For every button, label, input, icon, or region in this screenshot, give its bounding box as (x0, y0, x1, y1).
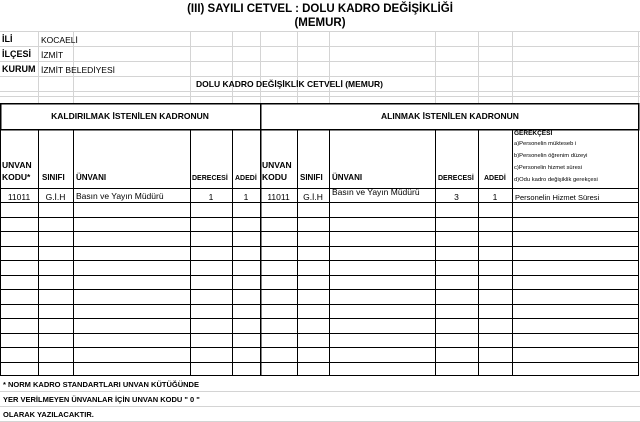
row1-left-derece: 1 (208, 192, 214, 202)
row1-right-kod: 11011 (267, 192, 290, 202)
col-unvan-kodu-left-line1: UNVAN (2, 160, 32, 170)
col-unvan-kodu-left-line2: KODU* (2, 172, 31, 182)
section-right-header: ALINMAK İSTENİLEN KADRONUN (381, 111, 519, 121)
row1-right-adet: 1 (492, 192, 498, 202)
col-adedi-left: ADEDİ (235, 175, 257, 182)
col-unvan-kodu-right-line1: UNVAN (262, 160, 292, 170)
col-sinifi-right: SINIFI (300, 173, 323, 182)
col-unvani-right: ÜNVANI (332, 173, 363, 182)
row1-left-unvan: Basın ve Yayın Müdürü (76, 191, 164, 201)
gerekce-item-c: c)Personelin hizmet süresi (514, 165, 582, 171)
cetvel-title: DOLU KADRO DEĞİŞİKLİK CETVELİ (MEMUR) (196, 79, 383, 89)
row1-left-kod: 11011 (7, 192, 31, 202)
info-label-il: İLİ (2, 34, 13, 44)
col-sinifi-left: SINIFI (42, 173, 65, 182)
col-unvani-left: ÜNVANI (76, 173, 107, 182)
info-label-kurum: KURUM (2, 64, 36, 74)
row1-right-sinif: G.İ.H (303, 192, 323, 202)
col-adedi-right: ADEDİ (484, 175, 506, 182)
footnote-line1: * NORM KADRO STANDARTLARI UNVAN KÜTÜĞÜNDE (3, 380, 199, 389)
footnote-line3: OLARAK YAZILACAKTIR. (3, 410, 94, 419)
col-gerekce-title: GEREKÇESİ (514, 130, 553, 137)
info-label-ilce: İLÇESİ (2, 49, 32, 59)
row1-left-sinif: G.İ.H (45, 192, 66, 202)
row1-left-adet: 1 (243, 192, 249, 202)
gerekce-item-d: d)Odu kadro değişiklik gerekçesi (514, 177, 598, 183)
col-derecesi-right: DERECESİ (438, 175, 474, 182)
row1-gerekce: Personelin Hizmet Süresi (515, 193, 600, 202)
footnote-line2: YER VERİLMEYEN ÜNVANLAR İÇİN UNVAN KODU " 0 " (3, 395, 200, 404)
page-title: (III) SAYILI CETVEL : DOLU KADRO DEĞİŞİKLİĞİ (187, 3, 453, 15)
info-value-ilce: İZMİT (41, 50, 64, 60)
row1-right-unvan: Basın ve Yayın Müdürü (332, 187, 420, 197)
gerekce-item-a: a)Personelin mükteseb i (514, 141, 577, 147)
col-derecesi-left: DERECESİ (192, 175, 228, 182)
row1-right-derece: 3 (454, 192, 459, 202)
info-value-il: KOCAELİ (41, 35, 78, 45)
col-unvan-kodu-right-line2: KODU (262, 172, 288, 182)
info-value-kurum: İZMİT BELEDİYESİ (41, 65, 116, 75)
page-subtitle: (MEMUR) (294, 17, 346, 29)
gerekce-item-b: b)Personelin öğrenim düzeyi (514, 153, 588, 159)
section-left-header: KALDIRILMAK İSTENİLEN KADRONUN (51, 111, 209, 121)
